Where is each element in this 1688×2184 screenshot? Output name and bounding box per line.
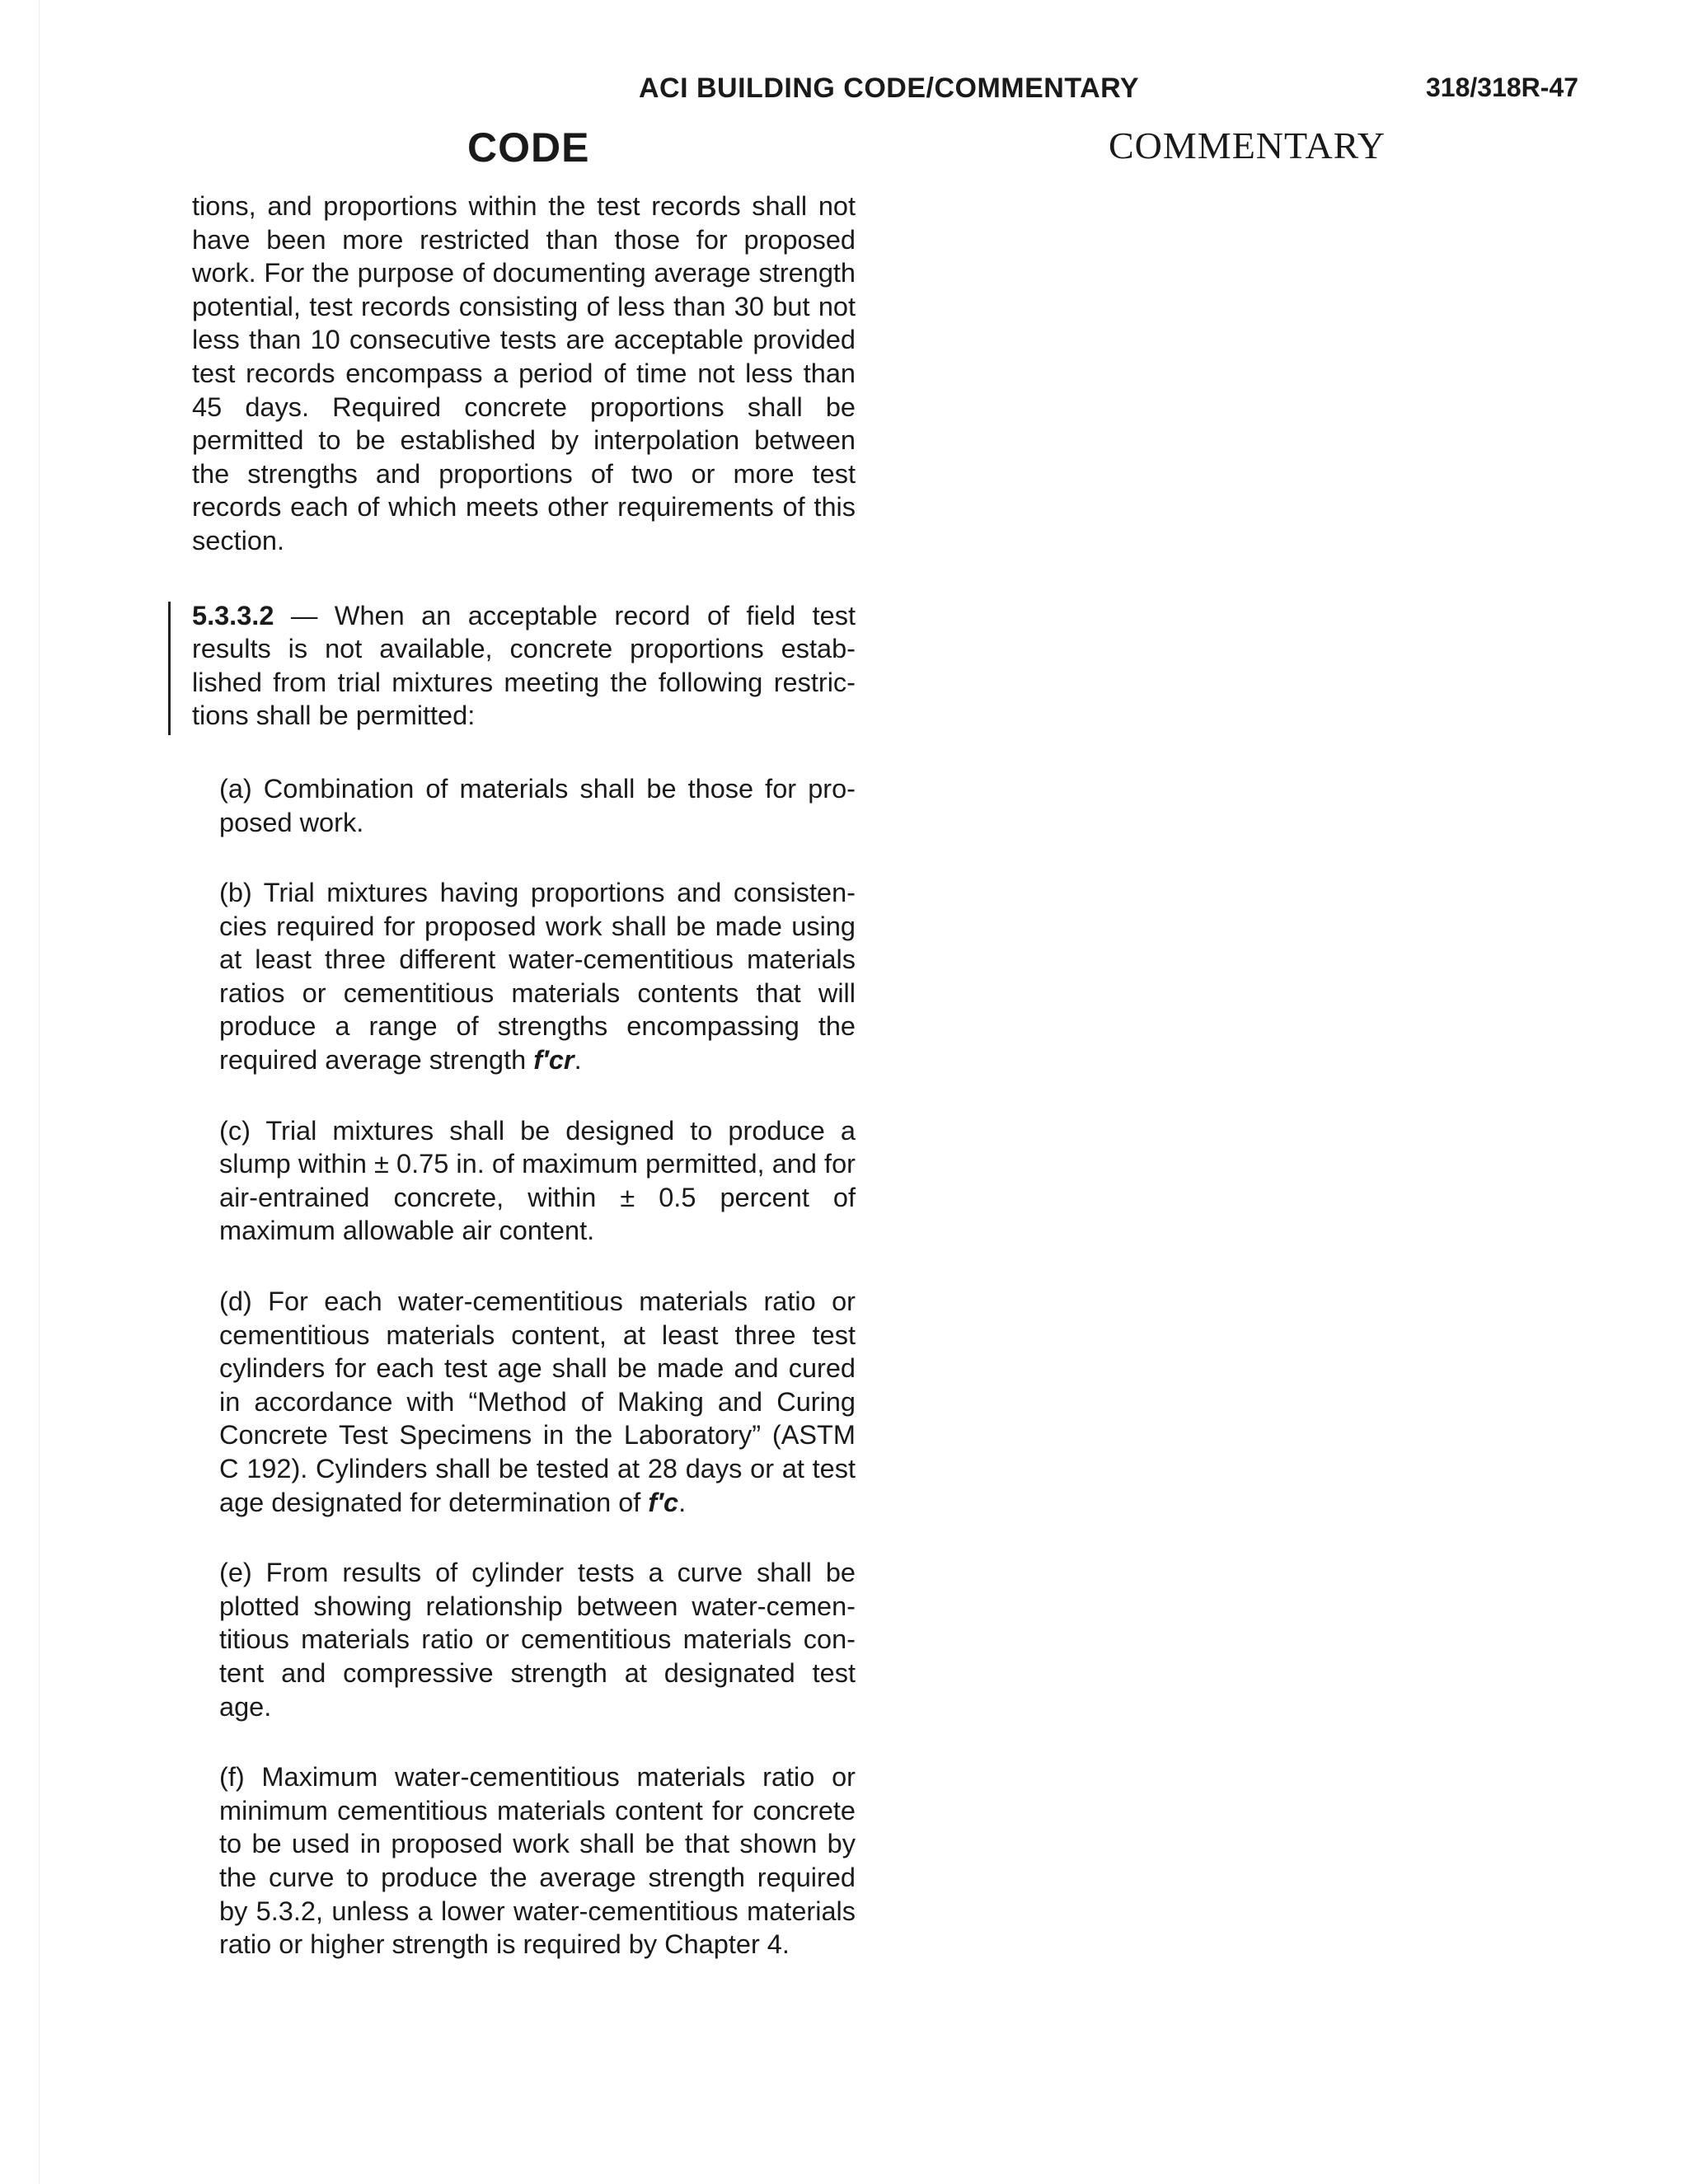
item-b bbox=[192, 876, 856, 1077]
running-title: ACI BUILDING CODE/COMMENTARY bbox=[639, 73, 1140, 104]
code-column-heading: CODE bbox=[467, 124, 590, 171]
revision-change-bar bbox=[168, 602, 171, 735]
page-edge-line bbox=[39, 0, 40, 2184]
item-d-end: . bbox=[678, 1487, 687, 1517]
item-d-text: (d) For each water-cementitious materials ratio or cementitious materials content, at least three test cylinders for each test age shall be made and cured in accordance with “Method of Making and Curing Concrete Test Specimens in the Laboratory” (ASTM C 192). Cylinders shall be tested at 28 days or at test age designated for determination of bbox=[219, 1286, 856, 1517]
section-text: — When an acceptable record of field test results is not available, concrete proportions established from trial mixtures meeting the following restrictions shall be permitted: bbox=[192, 600, 856, 731]
item-e: (e) From results of cylinder tests a curve shall be plotted showing relationship between water-cementitious materials ratio or cementitious materials content and compressive strength at designated test age. bbox=[219, 1558, 856, 1722]
item-c: (c) Trial mixtures shall be designed to produce a slump within ± 0.75 in. of maximum permitted, and for air-entrained concrete, within ± 0.5 percent of maximum allowable air content. bbox=[219, 1115, 856, 1246]
item-a: (a) Combination of materials shall be those for proposed work. bbox=[219, 773, 856, 837]
section-5-3-3-2 bbox=[192, 599, 856, 733]
commentary-column-heading: COMMENTARY bbox=[1109, 124, 1386, 166]
continuation-paragraph: tions, and proportions within the test records shall not have been more restricted than those for proposed work. For the purpose of documenting average strength potential, test records consisting of less than 30 but not less than 10 consecutive tests are acceptable provided test records encompass a period of time not less than 45 days. Required concrete proportions shall be permitted to be established by interpolation between the strengths and proportions of two or more test records each of which meets other requirements of this section. bbox=[192, 191, 856, 555]
page-number: 318/318R-47 bbox=[1426, 73, 1579, 102]
section-number: 5.3.3.2 bbox=[192, 600, 274, 630]
code-column bbox=[192, 190, 856, 1961]
item-b-text: (b) Trial mixtures having proportions and consistencies required for proposed work shall be made using at least three different water-cementitious materials ratios or cementitious materials contents that will produce a range of strengths encompassing the required average strength bbox=[219, 878, 856, 1076]
fcr-symbol: f′cr bbox=[533, 1045, 574, 1076]
fc-symbol: f′c bbox=[648, 1487, 679, 1517]
item-b-end: . bbox=[574, 1045, 582, 1076]
item-f: (f) Maximum water-cementitious materials ratio or minimum cementitious materials content for concrete to be used in proposed work shall be that shown by the curve to produce the average strength required by 5.3.2, unless a lower water-cementitious materials ratio or higher strength is required by Chapter 4. bbox=[219, 1762, 856, 1960]
item-d bbox=[192, 1285, 856, 1519]
